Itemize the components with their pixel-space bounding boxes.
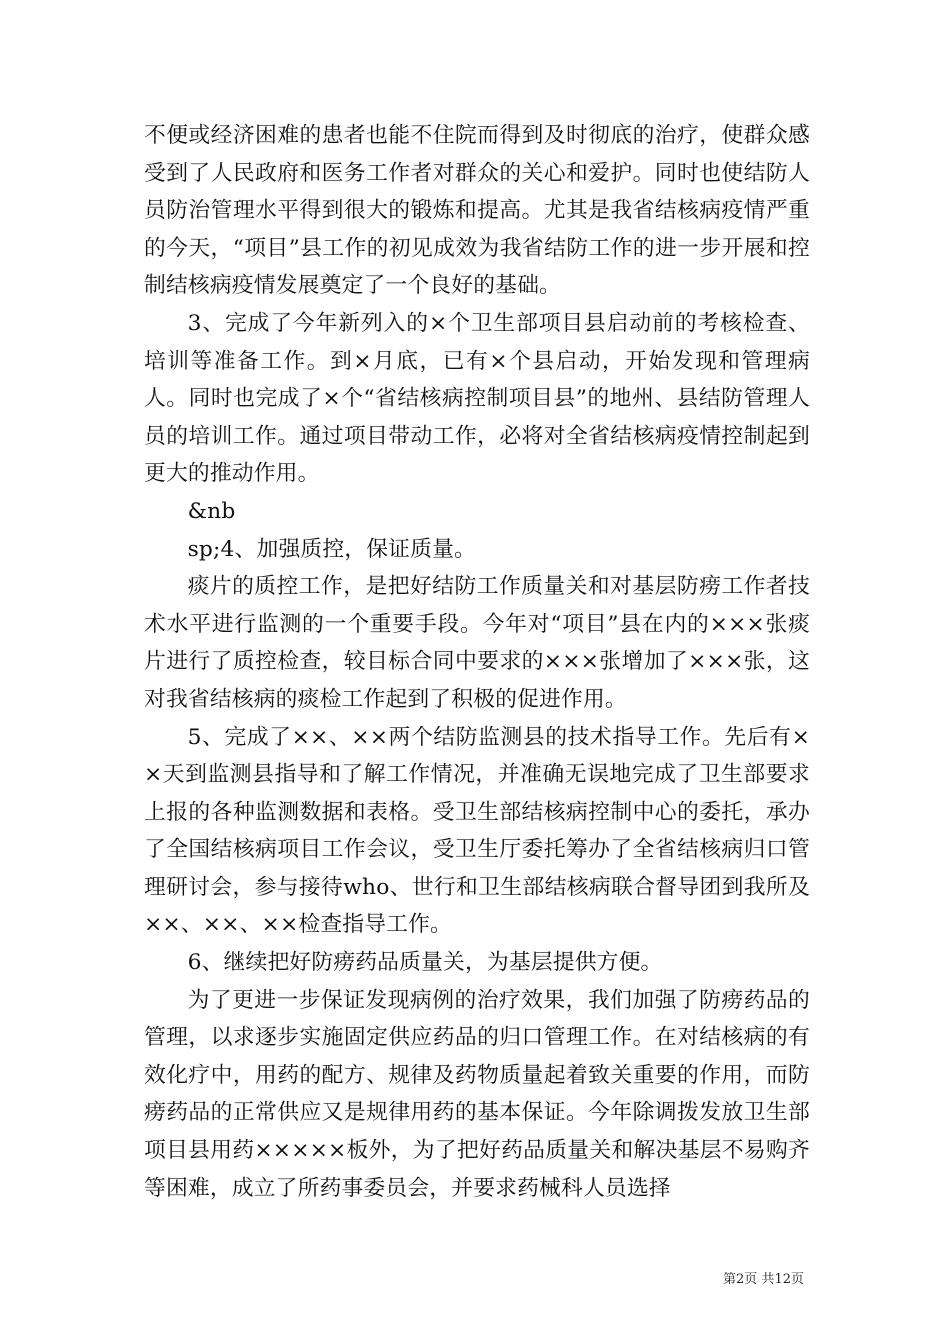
paragraph-fragment: &nb [187,498,236,524]
paragraph-item-6-heading: 6、继续把好防痨药品质量关，为基层提供方便。 [187,950,663,976]
paragraph-item-3: 3、完成了今年新列入的×个卫生部项目县启动前的考核检查、培训等准备工作。到×月底，已有×个县启动，开始发现和管理病人。同时也完成了×个“省结核病控制项目县”的地州、县结防管理人员的培训工作。通过项目带动工作，必将对全省结核病疫情控制起到更大的推动作用。 [144,310,810,487]
paragraph-drug-management: 为了更进一步保证发现病例的治疗效果，我们加强了防痨药品的管理，以求逐步实施固定供应药品的归口管理工作。在对结核病的有效化疗中，用药的配方、规律及药物质量起着致关重要的作用，而防痨药品的正常供应又是规律用药的基本保证。今年除调拨发放卫生部项目县用药×××××板外，为了把好药品质量关和解决基层不易购齐等困难，成立了所药事委员会，并要求药械科人员选择 [144,987,810,1201]
document-body [144,117,810,1207]
footer-middle: 页 共 [744,1272,775,1287]
paragraph-sputum-qc: 痰片的质控工作，是把好结防工作质量关和对基层防痨工作者技术水平进行监测的一个重要手段。今年对“项目”县在内的×××张痰片进行了质控检查，较目标合同中要求的×××张增加了×××张，这对我省结核病的痰检工作起到了积极的促进作用。 [144,574,810,712]
paragraph-item-5: 5、完成了××、××两个结防监测县的技术指导工作。先后有××天到监测县指导和了解工作情况，并准确无误地完成了卫生部要求上报的各种监测数据和表格。受卫生部结核病控制中心的委托，承办了全国结核病项目工作会议，受卫生厅委托筹办了全省结核病归口管理研讨会，参与接待who、世行和卫生部结核病联合督导团到我所及××、××、××检查指导工作。 [144,724,810,938]
page-footer [723,1271,804,1289]
footer-current-page: 2 [736,1272,745,1287]
footer-prefix: 第 [723,1272,737,1287]
footer-suffix: 页 [790,1272,804,1287]
paragraph-continuation: 不便或经济困难的患者也能不住院而得到及时彻底的治疗，使群众感受到了人民政府和医务工作者对群众的关心和爱护。同时也使结防人员防治管理水平得到很大的锻炼和提高。尤其是我省结核病疫情严重的今天，“项目”县工作的初见成效为我省结防工作的进一步开展和控制结核病疫情发展奠定了一个良好的基础。 [144,123,810,299]
footer-total-pages: 12 [774,1272,791,1287]
paragraph-item-4-heading: sp;4、加强质控，保证质量。 [187,536,476,562]
